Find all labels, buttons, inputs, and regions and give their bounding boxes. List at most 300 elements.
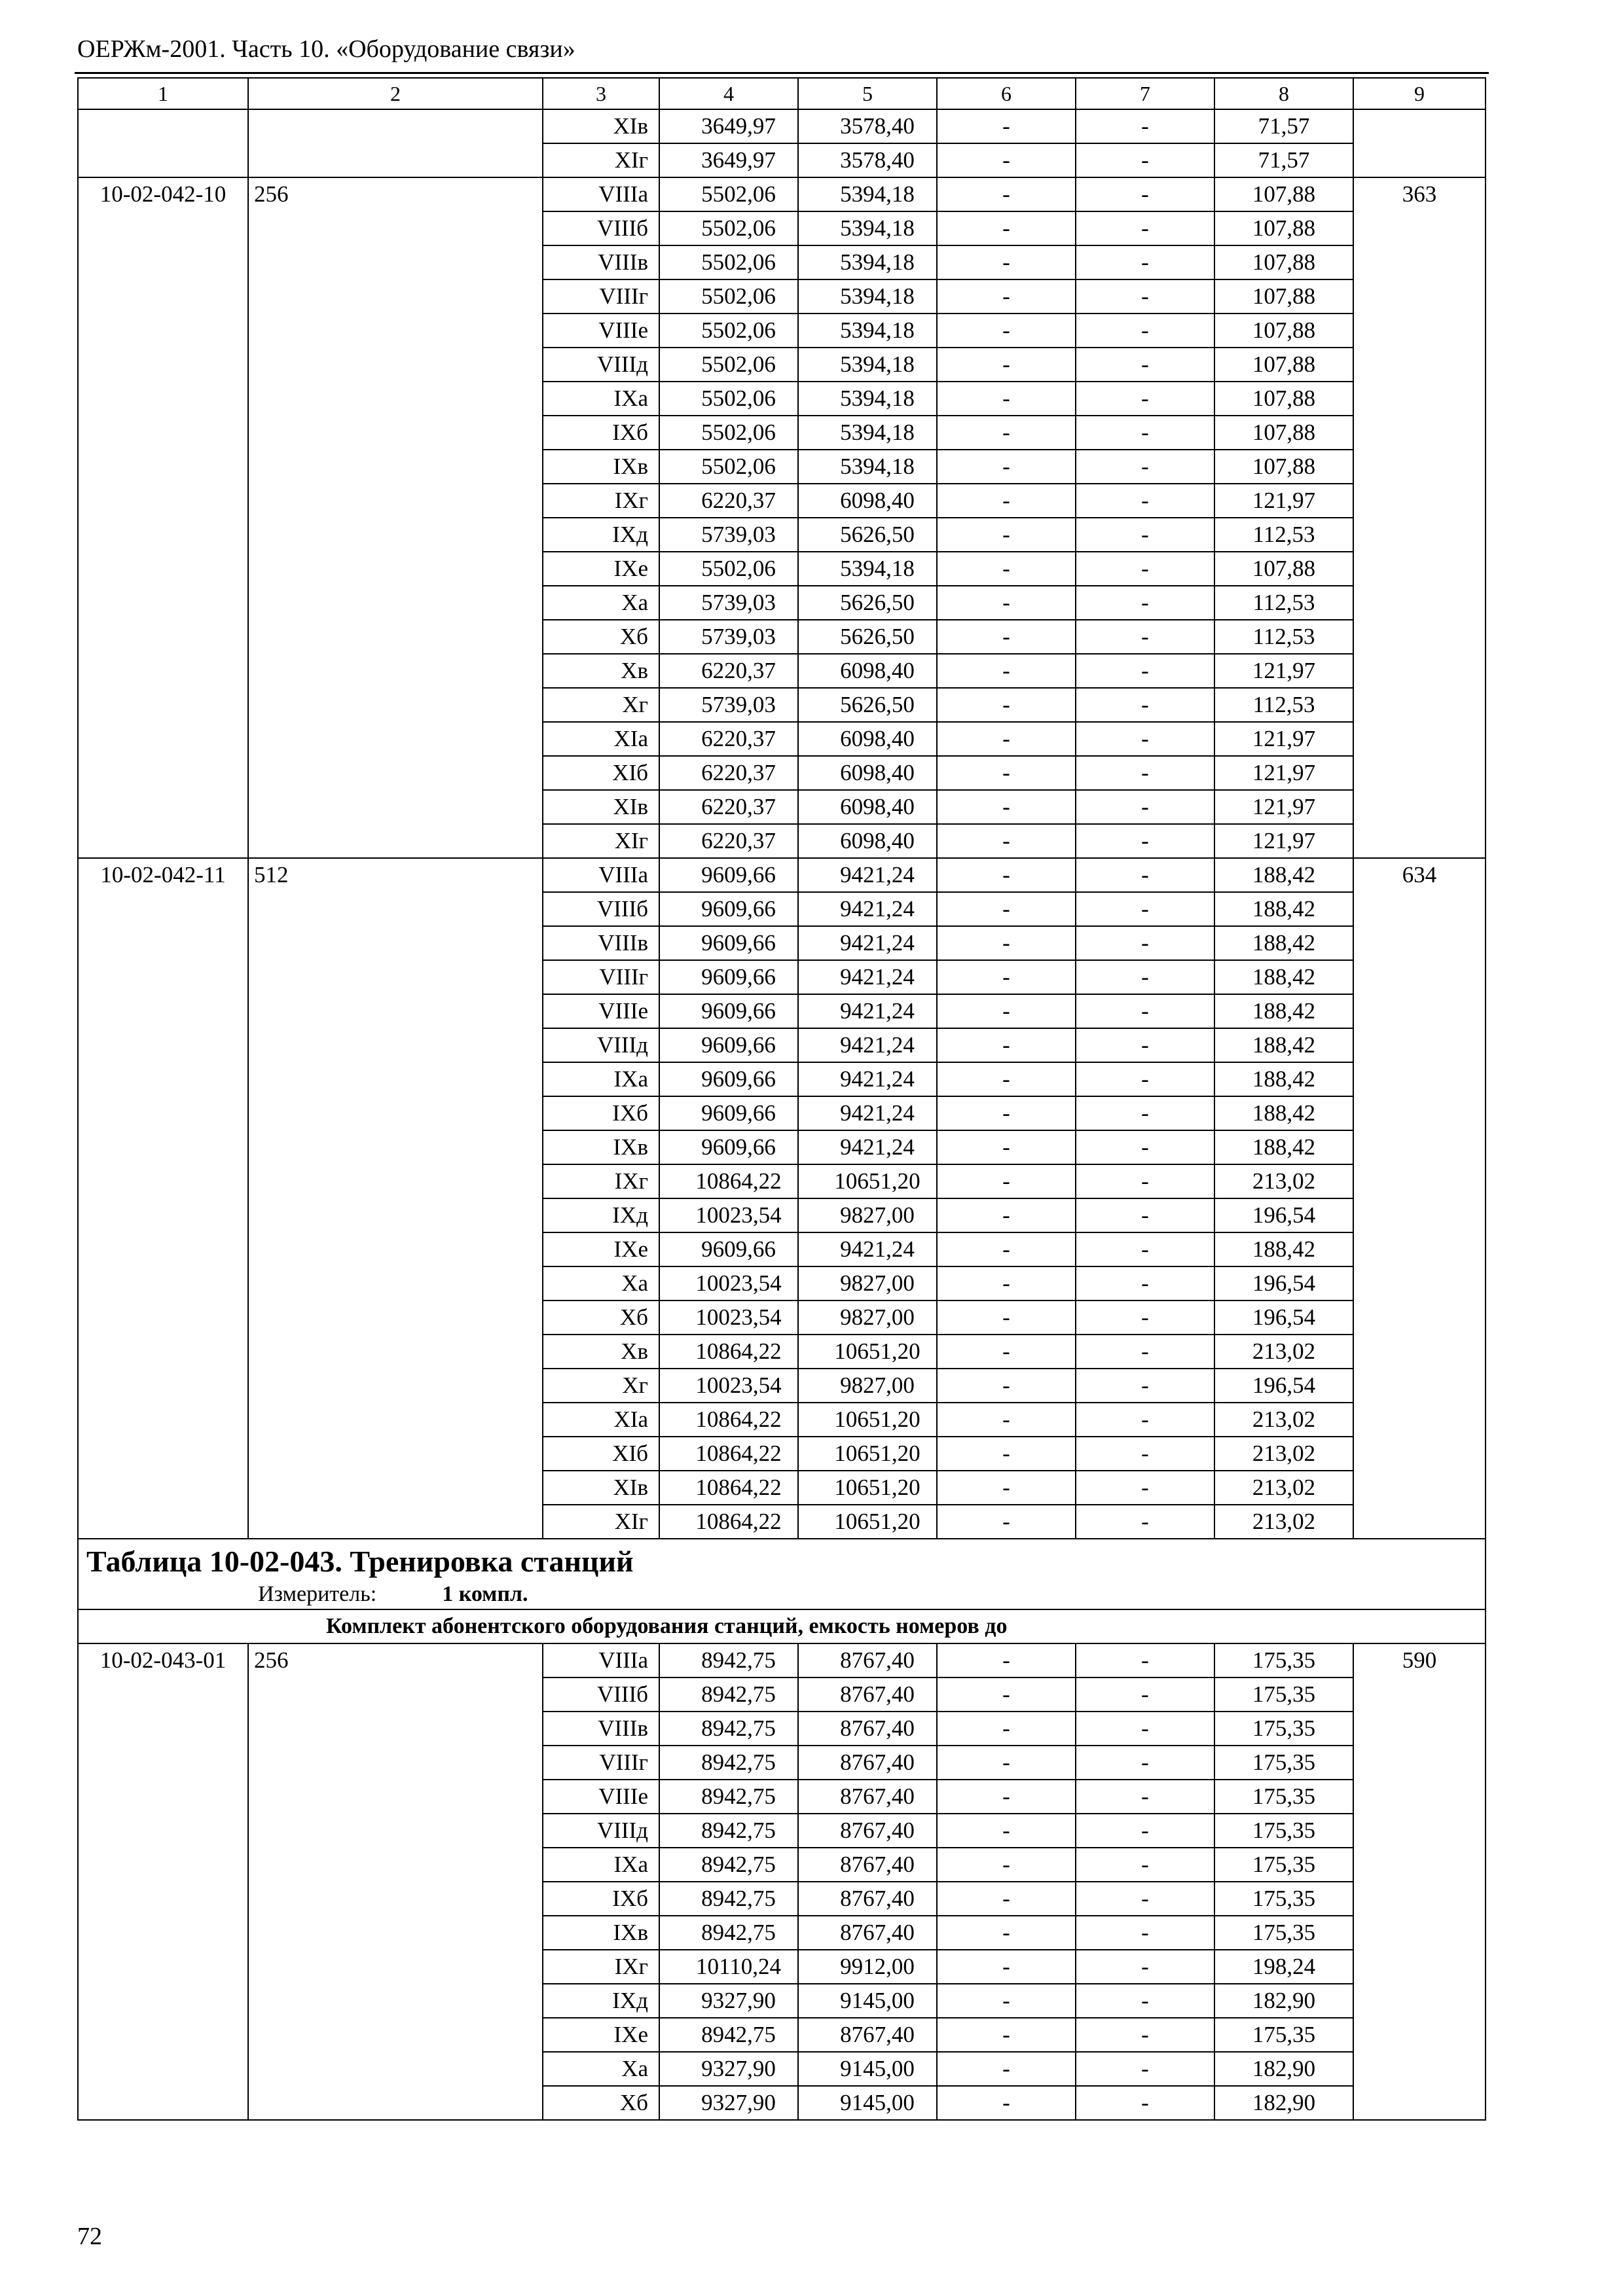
- table-cell: 10864,22: [659, 1403, 798, 1437]
- table-cell: 213,02: [1214, 1164, 1353, 1198]
- table-cell: -: [1076, 620, 1214, 654]
- table-cell: 10023,54: [659, 1198, 798, 1232]
- table-cell: VIIIе: [543, 1780, 659, 1814]
- table-cell: -: [937, 1300, 1076, 1335]
- table-cell: 9421,24: [798, 1232, 937, 1266]
- table-cell: 10110,24: [659, 1950, 798, 1984]
- column-header: 8: [1214, 78, 1353, 109]
- table-cell: 3578,40: [798, 109, 937, 143]
- table-cell: 182,90: [1214, 2086, 1353, 2120]
- table-cell: -: [937, 654, 1076, 688]
- column-header: 2: [248, 78, 543, 109]
- table-cell: 9421,24: [798, 1096, 937, 1130]
- table-cell: 188,42: [1214, 1096, 1353, 1130]
- table-cell: -: [1076, 2052, 1214, 2086]
- table-cell: 6220,37: [659, 654, 798, 688]
- table-cell: VIIIг: [543, 279, 659, 314]
- table-cell: 5394,18: [798, 552, 937, 586]
- table-cell: -: [937, 1677, 1076, 1712]
- table-cell: VIIIг: [543, 1746, 659, 1780]
- table-cell: 175,35: [1214, 1848, 1353, 1882]
- table-cell: 10023,54: [659, 1369, 798, 1403]
- table-cell: -: [1076, 654, 1214, 688]
- table-cell: -: [937, 1369, 1076, 1403]
- table-cell: -: [937, 1814, 1076, 1848]
- table-cell: 10864,22: [659, 1437, 798, 1471]
- table-cell: 6220,37: [659, 790, 798, 824]
- table-cell: 213,02: [1214, 1471, 1353, 1505]
- table-cell: -: [1076, 994, 1214, 1028]
- table-cell: IXб: [543, 416, 659, 450]
- table-cell: -: [1076, 688, 1214, 722]
- table-cell: XIг: [543, 1505, 659, 1539]
- table-cell: -: [1076, 1028, 1214, 1062]
- table-cell: 9912,00: [798, 1950, 937, 1984]
- table-cell: 5626,50: [798, 586, 937, 620]
- table-cell: 9827,00: [798, 1266, 937, 1300]
- column-header: 9: [1353, 78, 1486, 109]
- table-cell: 8767,40: [798, 1814, 937, 1848]
- table-cell: 9421,24: [798, 892, 937, 926]
- table-cell: VIIIб: [543, 1677, 659, 1712]
- table-cell: 5394,18: [798, 279, 937, 314]
- table-cell: -: [1076, 1882, 1214, 1916]
- table-cell: 5739,03: [659, 586, 798, 620]
- table-cell: 213,02: [1214, 1505, 1353, 1539]
- table-cell: VIIIд: [543, 1814, 659, 1848]
- table-cell: -: [937, 960, 1076, 994]
- table-cell: -: [1076, 2086, 1214, 2120]
- table-cell: XIб: [543, 756, 659, 790]
- table-cell: 9827,00: [798, 1198, 937, 1232]
- table-cell: XIв: [543, 790, 659, 824]
- table-cell: -: [937, 1746, 1076, 1780]
- table-cell: 10651,20: [798, 1437, 937, 1471]
- table-cell: -: [1076, 1437, 1214, 1471]
- table-cell: -: [1076, 1471, 1214, 1505]
- table-cell: XIб: [543, 1437, 659, 1471]
- table-cell: -: [937, 1643, 1076, 1677]
- table-cell: -: [1076, 552, 1214, 586]
- table-row: [78, 1643, 1486, 1677]
- table-cell: 10864,22: [659, 1471, 798, 1505]
- table-cell: 9609,66: [659, 1028, 798, 1062]
- capacity-cell: 512: [248, 858, 543, 1539]
- table-cell: -: [1076, 722, 1214, 756]
- table-cell: -: [1076, 1950, 1214, 1984]
- table-cell: 8942,75: [659, 1746, 798, 1780]
- table-cell: -: [937, 1028, 1076, 1062]
- table-cell: 6098,40: [798, 722, 937, 756]
- table-cell: 188,42: [1214, 926, 1353, 960]
- table-cell: Xб: [543, 1300, 659, 1335]
- table-cell: 9609,66: [659, 960, 798, 994]
- table-cell: -: [1076, 790, 1214, 824]
- table-cell: 107,88: [1214, 211, 1353, 245]
- table-cell: VIIIб: [543, 892, 659, 926]
- table-cell: IXв: [543, 1130, 659, 1164]
- table-cell: 121,97: [1214, 484, 1353, 518]
- table-cell: -: [937, 892, 1076, 926]
- table-cell: 8767,40: [798, 1882, 937, 1916]
- table-cell: 8767,40: [798, 1848, 937, 1882]
- table-cell: 5394,18: [798, 314, 937, 348]
- table-cell: -: [937, 1848, 1076, 1882]
- table-cell: -: [937, 1232, 1076, 1266]
- table-cell: XIа: [543, 1403, 659, 1437]
- table-cell: -: [1076, 450, 1214, 484]
- table-cell: -: [937, 314, 1076, 348]
- table-cell: -: [937, 858, 1076, 892]
- table-cell: -: [1076, 416, 1214, 450]
- table-cell: 175,35: [1214, 1882, 1353, 1916]
- table-cell: 8942,75: [659, 1882, 798, 1916]
- table-cell: 188,42: [1214, 1232, 1353, 1266]
- table-cell: 8942,75: [659, 1677, 798, 1712]
- table-cell: XIг: [543, 143, 659, 177]
- table-cell: 5502,06: [659, 211, 798, 245]
- table-cell: 8767,40: [798, 1677, 937, 1712]
- table-cell: -: [1076, 1232, 1214, 1266]
- table-cell: 10864,22: [659, 1164, 798, 1198]
- table-cell: VIIIв: [543, 1712, 659, 1746]
- table-cell: 121,97: [1214, 790, 1353, 824]
- column-header: 7: [1076, 78, 1214, 109]
- table-cell: 8767,40: [798, 1746, 937, 1780]
- table-cell: 175,35: [1214, 2018, 1353, 2052]
- table-cell: 9145,00: [798, 1984, 937, 2018]
- table-cell: 196,54: [1214, 1198, 1353, 1232]
- table-cell: 188,42: [1214, 994, 1353, 1028]
- page-number: 72: [77, 2223, 102, 2250]
- table-cell: -: [1076, 177, 1214, 211]
- rate-code-cell: [78, 109, 248, 177]
- table-cell: 9421,24: [798, 858, 937, 892]
- table-cell: 5394,18: [798, 416, 937, 450]
- table-cell: -: [937, 2052, 1076, 2086]
- table-cell: IXв: [543, 1916, 659, 1950]
- measure-line: [86, 1580, 1477, 1609]
- table-cell: 5394,18: [798, 450, 937, 484]
- table-cell: IXг: [543, 484, 659, 518]
- table-cell: -: [937, 994, 1076, 1028]
- measure-label: Измеритель:: [258, 1582, 377, 1606]
- table-cell: 188,42: [1214, 1062, 1353, 1096]
- col9-cell: 590: [1353, 1643, 1486, 2120]
- column-header: 6: [937, 78, 1076, 109]
- table-cell: 188,42: [1214, 960, 1353, 994]
- table-cell: 6098,40: [798, 756, 937, 790]
- table-cell: Xа: [543, 1266, 659, 1300]
- rate-code-cell: 10-02-042-11: [78, 858, 248, 1539]
- table-cell: 10651,20: [798, 1164, 937, 1198]
- table-cell: 6098,40: [798, 484, 937, 518]
- table-cell: 5394,18: [798, 177, 937, 211]
- table-cell: 182,90: [1214, 1984, 1353, 2018]
- column-header: 3: [543, 78, 659, 109]
- table-cell: -: [937, 416, 1076, 450]
- table-cell: 8942,75: [659, 1814, 798, 1848]
- table-cell: -: [937, 177, 1076, 211]
- col9-cell: [1353, 109, 1486, 177]
- table-cell: -: [937, 1780, 1076, 1814]
- header-rule: [75, 72, 1489, 74]
- table-cell: 6220,37: [659, 756, 798, 790]
- table-cell: -: [1076, 2018, 1214, 2052]
- table-cell: -: [937, 1950, 1076, 1984]
- table-cell: 9145,00: [798, 2086, 937, 2120]
- table-cell: 8767,40: [798, 1916, 937, 1950]
- table-cell: 188,42: [1214, 892, 1353, 926]
- column-header: 5: [798, 78, 937, 109]
- table-cell: -: [1076, 1266, 1214, 1300]
- table-cell: 188,42: [1214, 1028, 1353, 1062]
- table-cell: 8942,75: [659, 1916, 798, 1950]
- table-cell: 9609,66: [659, 994, 798, 1028]
- table-cell: -: [1076, 1096, 1214, 1130]
- table-cell: -: [937, 722, 1076, 756]
- capacity-cell: 256: [248, 1643, 543, 2120]
- table-cell: -: [937, 1712, 1076, 1746]
- table-cell: 9327,90: [659, 1984, 798, 2018]
- table-cell: IXд: [543, 1984, 659, 2018]
- table-cell: -: [937, 926, 1076, 960]
- table-cell: VIIIд: [543, 1028, 659, 1062]
- table-cell: -: [1076, 892, 1214, 926]
- table-cell: -: [937, 484, 1076, 518]
- table-cell: IXа: [543, 1848, 659, 1882]
- rate-code-cell: 10-02-043-01: [78, 1643, 248, 2120]
- table-cell: -: [937, 1266, 1076, 1300]
- table-cell: -: [1076, 518, 1214, 552]
- table-cell: VIIIг: [543, 960, 659, 994]
- table-cell: 3578,40: [798, 143, 937, 177]
- table-cell: 182,90: [1214, 2052, 1353, 2086]
- table-cell: -: [937, 245, 1076, 279]
- table-cell: -: [937, 518, 1076, 552]
- table-cell: XIа: [543, 722, 659, 756]
- table-cell: 121,97: [1214, 756, 1353, 790]
- table-cell: -: [937, 1335, 1076, 1369]
- table-cell: Xг: [543, 1369, 659, 1403]
- capacity-cell: [248, 109, 543, 177]
- table-cell: -: [937, 1062, 1076, 1096]
- table-cell: -: [937, 1130, 1076, 1164]
- table-cell: -: [1076, 1916, 1214, 1950]
- table-cell: 5502,06: [659, 416, 798, 450]
- table-cell: 6098,40: [798, 654, 937, 688]
- table-cell: -: [937, 586, 1076, 620]
- table-cell: -: [937, 450, 1076, 484]
- table-cell: 9609,66: [659, 1096, 798, 1130]
- table-cell: 9609,66: [659, 892, 798, 926]
- table-cell: -: [1076, 382, 1214, 416]
- table-cell: -: [937, 1882, 1076, 1916]
- table-cell: Xв: [543, 1335, 659, 1369]
- table-cell: 5739,03: [659, 620, 798, 654]
- table-cell: -: [937, 1505, 1076, 1539]
- table-cell: 9327,90: [659, 2086, 798, 2120]
- table-cell: 5739,03: [659, 518, 798, 552]
- table-cell: 107,88: [1214, 552, 1353, 586]
- table-cell: -: [1076, 245, 1214, 279]
- table-cell: 213,02: [1214, 1437, 1353, 1471]
- table-cell: 5739,03: [659, 688, 798, 722]
- table-cell: IXв: [543, 450, 659, 484]
- capacity-cell: 256: [248, 177, 543, 858]
- table-cell: -: [1076, 1712, 1214, 1746]
- table-cell: 112,53: [1214, 518, 1353, 552]
- table-cell: 5394,18: [798, 245, 937, 279]
- table-cell: 9609,66: [659, 926, 798, 960]
- table-cell: 8767,40: [798, 2018, 937, 2052]
- table-cell: 107,88: [1214, 279, 1353, 314]
- table-cell: 5394,18: [798, 382, 937, 416]
- table-cell: -: [937, 790, 1076, 824]
- table-cell: 9421,24: [798, 1130, 937, 1164]
- table-cell: -: [1076, 1300, 1214, 1335]
- table-body: [78, 78, 1486, 2120]
- table-cell: Xб: [543, 2086, 659, 2120]
- table-cell: 121,97: [1214, 722, 1353, 756]
- table-cell: 9327,90: [659, 2052, 798, 2086]
- table-cell: 175,35: [1214, 1916, 1353, 1950]
- table-cell: 112,53: [1214, 586, 1353, 620]
- table-cell: 9609,66: [659, 1232, 798, 1266]
- table-cell: Xа: [543, 2052, 659, 2086]
- table-cell: 9609,66: [659, 1062, 798, 1096]
- table-cell: 9609,66: [659, 1130, 798, 1164]
- table-cell: 175,35: [1214, 1712, 1353, 1746]
- table-cell: 10651,20: [798, 1335, 937, 1369]
- table-cell: 9421,24: [798, 994, 937, 1028]
- table-cell: 5626,50: [798, 688, 937, 722]
- table-cell: -: [937, 688, 1076, 722]
- table-cell: 10651,20: [798, 1403, 937, 1437]
- table-cell: 5502,06: [659, 245, 798, 279]
- table-cell: 5502,06: [659, 314, 798, 348]
- table-cell: 9145,00: [798, 2052, 937, 2086]
- table-cell: 5626,50: [798, 620, 937, 654]
- table-cell: -: [1076, 1780, 1214, 1814]
- table-cell: -: [1076, 1505, 1214, 1539]
- table-cell: 9421,24: [798, 1028, 937, 1062]
- table-cell: IXб: [543, 1882, 659, 1916]
- table-cell: 6220,37: [659, 824, 798, 858]
- table-cell: 8767,40: [798, 1643, 937, 1677]
- table-cell: VIIIа: [543, 1643, 659, 1677]
- table-cell: -: [1076, 824, 1214, 858]
- table-cell: -: [937, 2086, 1076, 2120]
- table-cell: VIIIв: [543, 926, 659, 960]
- table-cell: -: [937, 620, 1076, 654]
- page-header-title: ОЕРЖм-2001. Часть 10. «Оборудование связи»: [77, 35, 575, 63]
- table-cell: 5502,06: [659, 177, 798, 211]
- table-cell: -: [937, 1198, 1076, 1232]
- table-cell: -: [937, 109, 1076, 143]
- table-cell: 8942,75: [659, 1780, 798, 1814]
- table-cell: 107,88: [1214, 348, 1353, 382]
- table-cell: 5394,18: [798, 211, 937, 245]
- table-cell: IXб: [543, 1096, 659, 1130]
- table-cell: 5502,06: [659, 552, 798, 586]
- table-cell: 196,54: [1214, 1266, 1353, 1300]
- table-cell: IXе: [543, 1232, 659, 1266]
- table-cell: 3649,97: [659, 109, 798, 143]
- table-cell: -: [1076, 348, 1214, 382]
- table-cell: -: [937, 211, 1076, 245]
- table-cell: -: [937, 1096, 1076, 1130]
- section-row: [78, 1539, 1486, 1609]
- table-cell: 213,02: [1214, 1403, 1353, 1437]
- section-title: Таблица 10-02-043. Тренировка станций: [86, 1545, 634, 1578]
- table-cell: 3649,97: [659, 143, 798, 177]
- table-cell: -: [1076, 1814, 1214, 1848]
- table-cell: -: [1076, 960, 1214, 994]
- table-cell: 5502,06: [659, 382, 798, 416]
- column-header: 4: [659, 78, 798, 109]
- table-cell: VIIIд: [543, 348, 659, 382]
- table-cell: -: [937, 1984, 1076, 2018]
- table-cell: Xа: [543, 586, 659, 620]
- table-cell: VIIIб: [543, 211, 659, 245]
- table-cell: -: [1076, 1335, 1214, 1369]
- col9-cell: 634: [1353, 858, 1486, 1539]
- table-cell: -: [937, 348, 1076, 382]
- table-cell: VIIIв: [543, 245, 659, 279]
- group-row: [78, 1609, 1486, 1643]
- table-cell: 9421,24: [798, 1062, 937, 1096]
- table-cell: 8942,75: [659, 2018, 798, 2052]
- table-cell: 121,97: [1214, 824, 1353, 858]
- table-cell: 107,88: [1214, 450, 1353, 484]
- table-cell: 175,35: [1214, 1643, 1353, 1677]
- table-cell: IXд: [543, 1198, 659, 1232]
- table-cell: -: [1076, 1984, 1214, 2018]
- table-cell: -: [937, 143, 1076, 177]
- table-cell: 121,97: [1214, 654, 1353, 688]
- table-cell: -: [937, 279, 1076, 314]
- table-row: [78, 109, 1486, 143]
- table-cell: -: [1076, 586, 1214, 620]
- table-cell: IXд: [543, 518, 659, 552]
- table-cell: -: [937, 1164, 1076, 1198]
- table-cell: 175,35: [1214, 1814, 1353, 1848]
- measure-value: 1 компл.: [442, 1582, 528, 1606]
- rates-table: [77, 77, 1486, 2121]
- table-cell: Xг: [543, 688, 659, 722]
- table-cell: -: [1076, 143, 1214, 177]
- table-cell: 71,57: [1214, 109, 1353, 143]
- table-cell: -: [937, 1403, 1076, 1437]
- table-cell: VIIIа: [543, 858, 659, 892]
- table-cell: 8767,40: [798, 1712, 937, 1746]
- table-cell: XIв: [543, 1471, 659, 1505]
- table-cell: -: [1076, 756, 1214, 790]
- table-cell: 107,88: [1214, 245, 1353, 279]
- table-cell: 5626,50: [798, 518, 937, 552]
- table-row: [78, 858, 1486, 892]
- col9-cell: 363: [1353, 177, 1486, 858]
- table-cell: VIIIе: [543, 314, 659, 348]
- table-cell: -: [937, 1916, 1076, 1950]
- group-heading: Комплект абонентского оборудования станций, емкость номеров до: [78, 1609, 1486, 1643]
- table-cell: XIв: [543, 109, 659, 143]
- table-cell: 9609,66: [659, 858, 798, 892]
- table-cell: -: [1076, 1062, 1214, 1096]
- table-cell: 8942,75: [659, 1848, 798, 1882]
- table-cell: -: [1076, 1677, 1214, 1712]
